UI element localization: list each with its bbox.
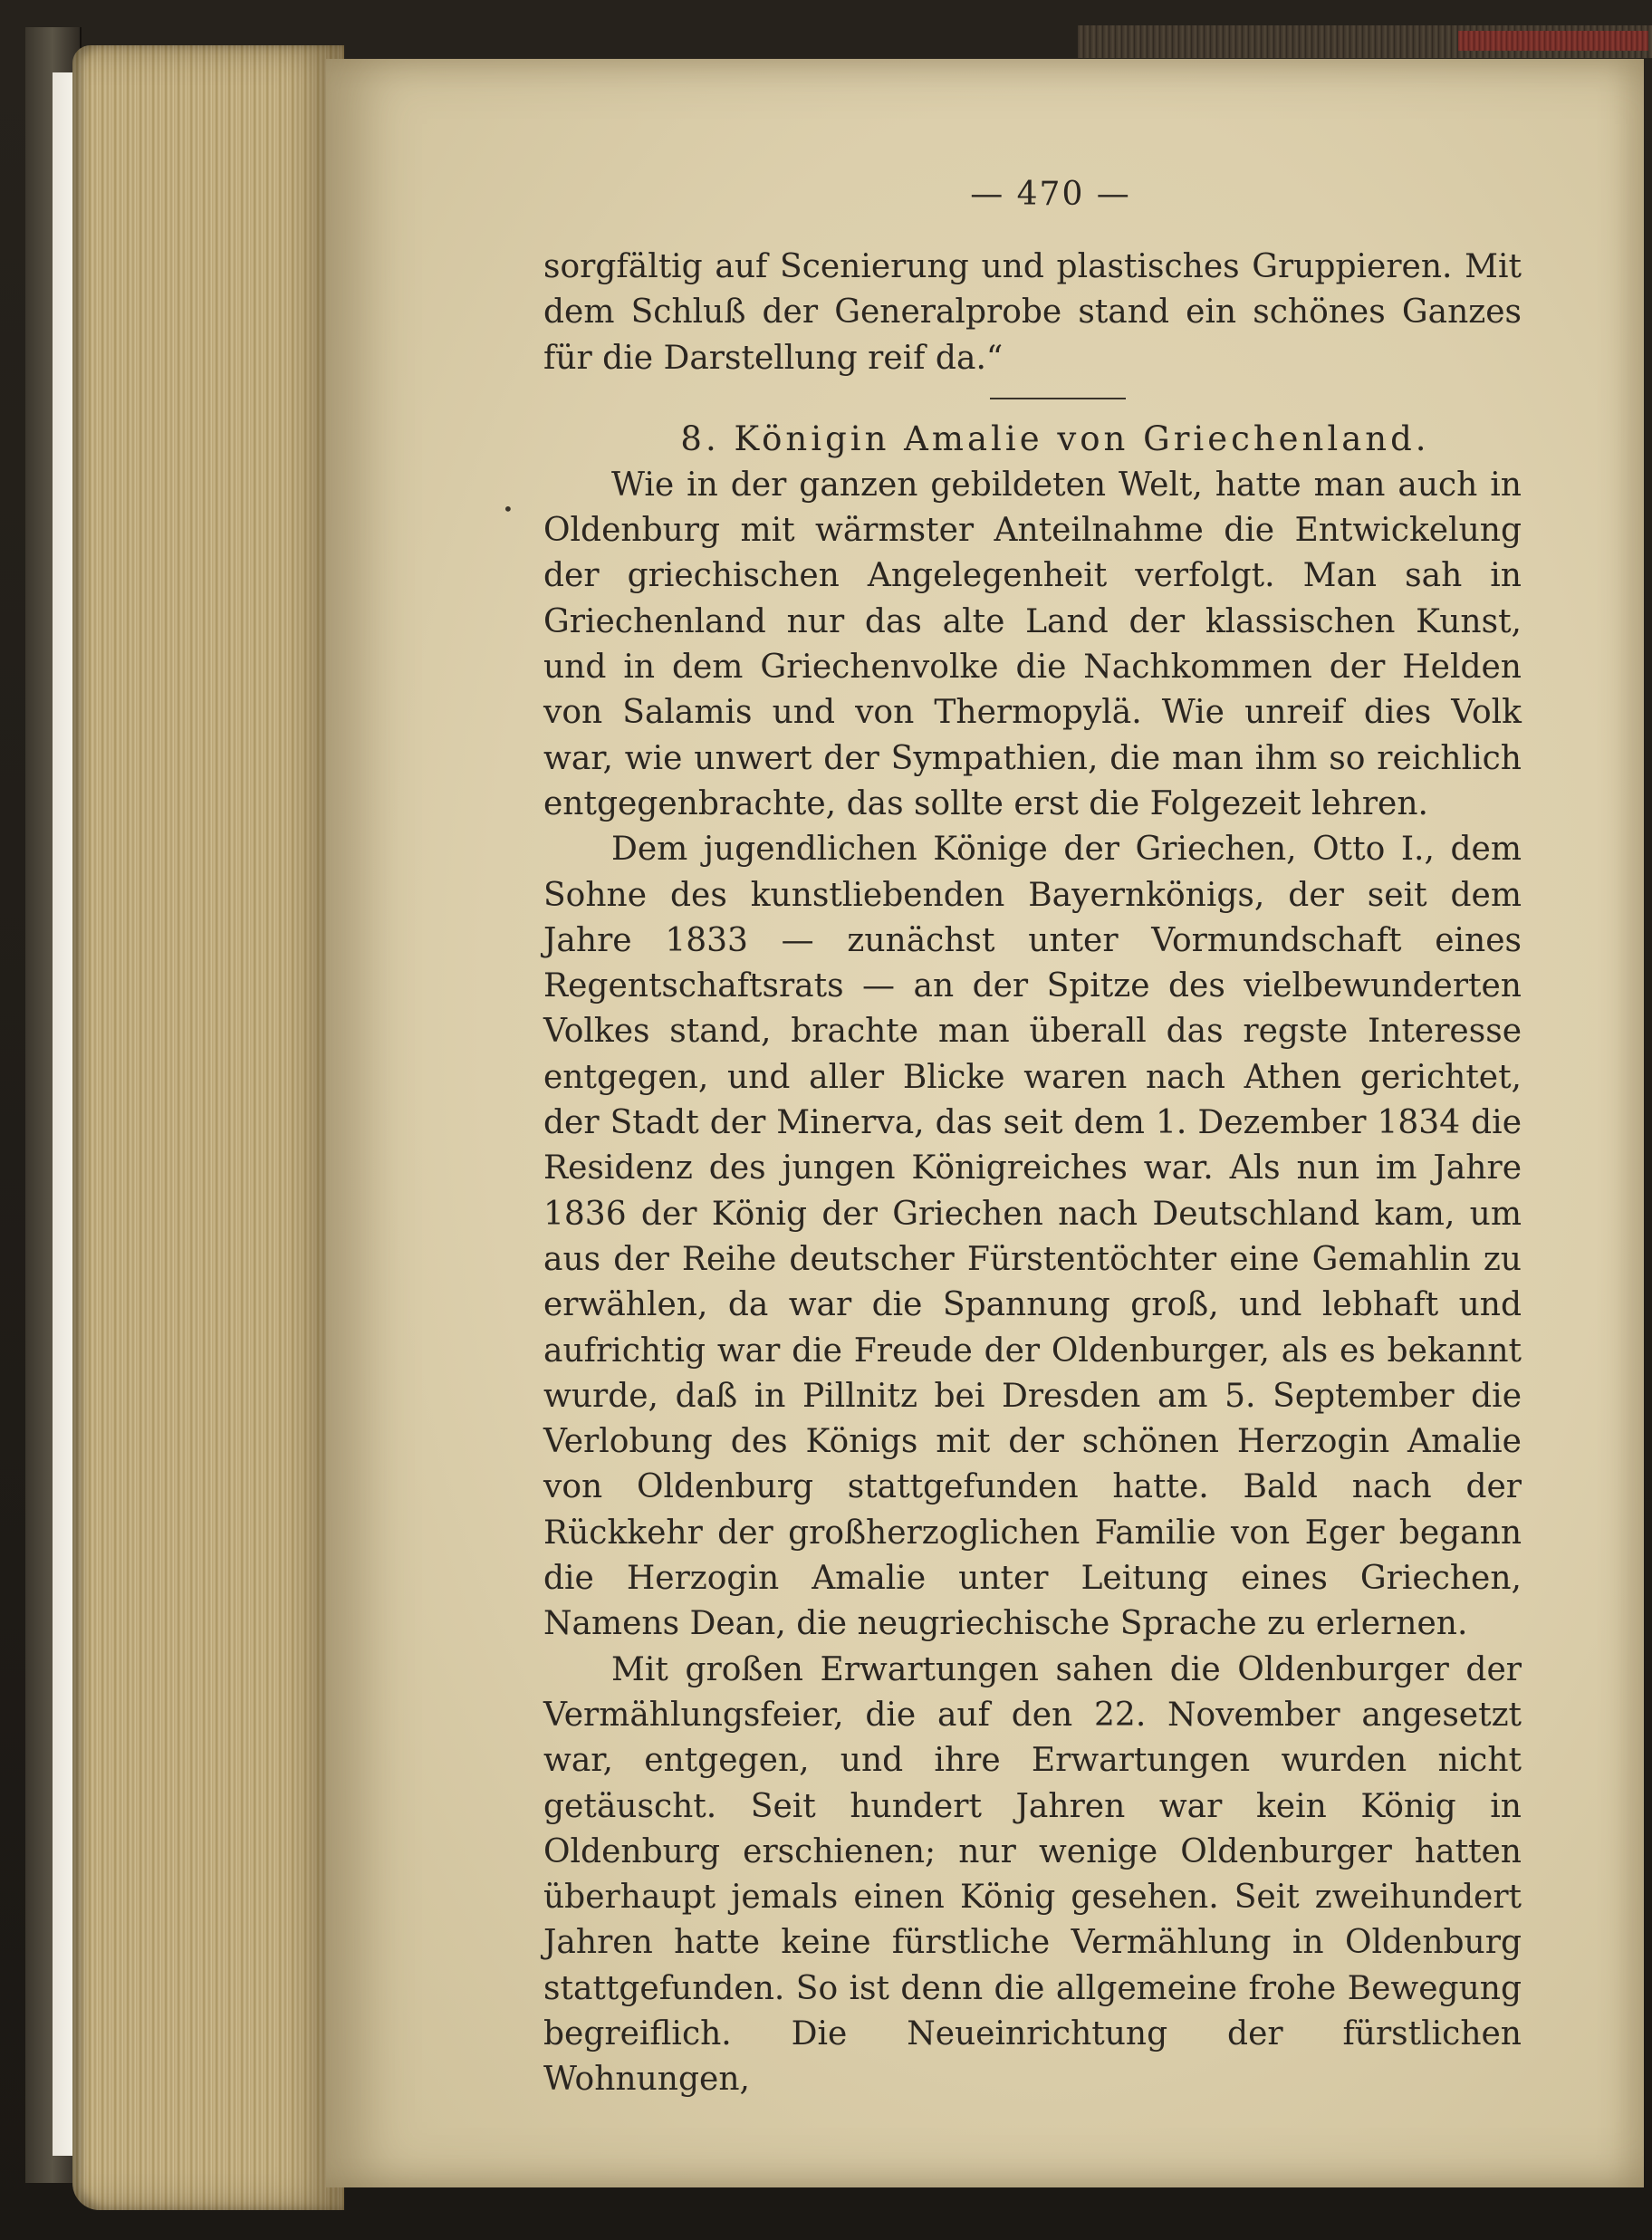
paragraph-2: Wie in der ganzen gebildeten Welt, hatte man auch in Oldenburg mit wärmster Anteilnahme die Entwickelung der griechischen Angelegenheit verfolgt. Man sah in Griechenland nur das alte Land der klassischen Kunst, und in dem Griechenvolke die Nachkommen der Helden von Salamis und von Thermopylä. Wie unreif dies Volk war, wie unwert der Sympathien, die man ihm so reichlich entgegenbrachte, das sollte erst die Folgezeit lehren. bbox=[543, 466, 1522, 822]
paragraph-3: Dem jugendlichen Könige der Griechen, Otto I., dem Sohne des kunstliebenden Bayernkönigs, der seit dem Jahre 1833 — zunächst unter Vormundschaft eines Regentschaftsrats — an der Spitze des vielbewunderten Volkes stand, brachte man überall das regste Interesse entgegen, und aller Blicke waren nach Athen gerichtet, der Stadt der Minerva, das seit dem 1. Dezember 1834 die Residenz des jungen Königreiches war. Als nun im Jahre 1836 der König der Griechen nach Deutschland kam, um aus der Reihe deutscher Fürstentöchter eine Gemahlin zu erwählen, da war die Spannung groß, und lebhaft und aufrichtig war die Freude der Oldenburger, als es bekannt wurde, daß in Pillnitz bei Dresden am 5. September die Verlobung des Königs mit der schönen Herzogin Amalie von Oldenburg stattgefunden hatte. Bald nach der Rückkehr der großherzoglichen Familie von Eger begann die Herzogin Amalie unter Leitung eines Griechen, Namens Dean, die neugriechische Sprache zu erlernen. bbox=[543, 831, 1522, 1643]
paragraph-1: sorgfältig auf Scenierung und plastisches Gruppieren. Mit dem Schluß der Generalprobe stand ein schönes Ganzes für die Darstellung reif da.“ bbox=[543, 248, 1522, 377]
section-divider bbox=[990, 398, 1126, 399]
binding-ribbon bbox=[1458, 31, 1648, 51]
page-number: — 470 — bbox=[970, 176, 1131, 213]
paragraph-4: Mit großen Erwartungen sahen die Oldenburger der Vermählungsfeier, die auf den 22. November angesetzt war, entgegen, und ihre Erwartungen wurden nicht getäuscht. Seit hundert Jahren war kein König in Oldenburg erschienen; nur wenige Oldenburger hatten überhaupt jemals einen König gesehen. Seit zweihundert Jahren hatte keine fürstliche Vermählung in Oldenburg stattgefunden. So ist denn die allgemeine frohe Bewegung begreiflich. Die Neueinrichtung der fürstlichen Wohnungen, bbox=[543, 1650, 1522, 2099]
section-heading: 8. Königin Amalie von Griechenland. bbox=[680, 418, 1430, 458]
page-text-block bbox=[543, 172, 1522, 2103]
page-stack-edges bbox=[72, 45, 344, 2210]
binding-strip bbox=[1078, 25, 1652, 58]
margin-dot: • bbox=[503, 498, 514, 520]
